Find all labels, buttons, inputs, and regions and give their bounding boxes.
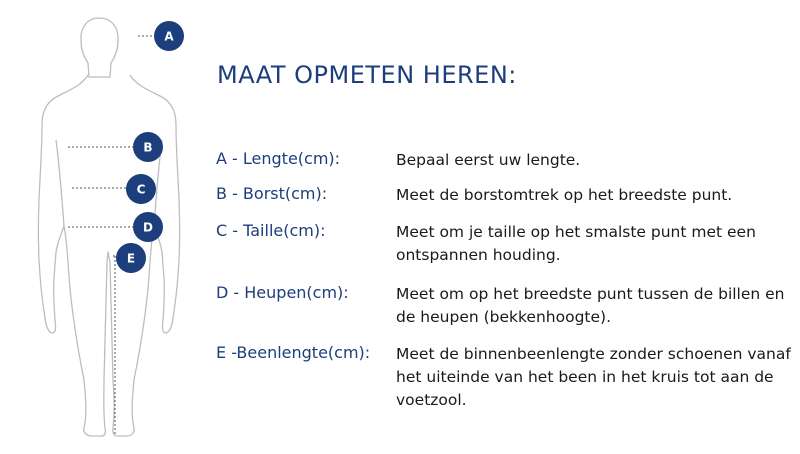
measurement-label: D - Heupen(cm): — [216, 283, 349, 302]
measurement-description: Meet om je taille op het smalste punt met een ontspannen houding. — [396, 223, 756, 264]
measurement-description: Bepaal eerst uw lengte. — [396, 151, 581, 169]
inner-arm-left — [56, 140, 64, 226]
svg-text:D: D — [143, 220, 153, 235]
marker-a — [154, 21, 184, 51]
marker-d — [133, 212, 163, 242]
male-body-outline-icon — [0, 0, 200, 454]
measurement-description: Meet om op het breedste punt tussen de billen en de heupen (bekkenhoogte). — [396, 285, 785, 326]
measurement-label: E -Beenlengte(cm): — [216, 343, 371, 362]
marker-b — [133, 132, 163, 162]
svg-text:B: B — [143, 140, 153, 155]
svg-text:C: C — [136, 182, 146, 197]
page-title: MAAT OPMETEN HEREN: — [217, 61, 517, 89]
measurement-label: C - Taille(cm): — [216, 221, 326, 240]
head-outline — [81, 18, 118, 77]
marker-c — [126, 174, 156, 204]
measurement-description: Meet de binnenbeenlengte zonder schoenen vanaf het uiteinde van het been in het kruis tot aan de voetzool. — [396, 345, 791, 409]
marker-e — [116, 243, 146, 273]
measurement-description: Meet de borstomtrek op het breedste punt. — [396, 186, 733, 204]
torso-outline — [38, 75, 179, 436]
measurement-label: A - Lengte(cm): — [216, 149, 341, 168]
measurement-label: B - Borst(cm): — [216, 184, 328, 203]
svg-text:A: A — [164, 29, 174, 44]
svg-text:E: E — [126, 251, 136, 266]
